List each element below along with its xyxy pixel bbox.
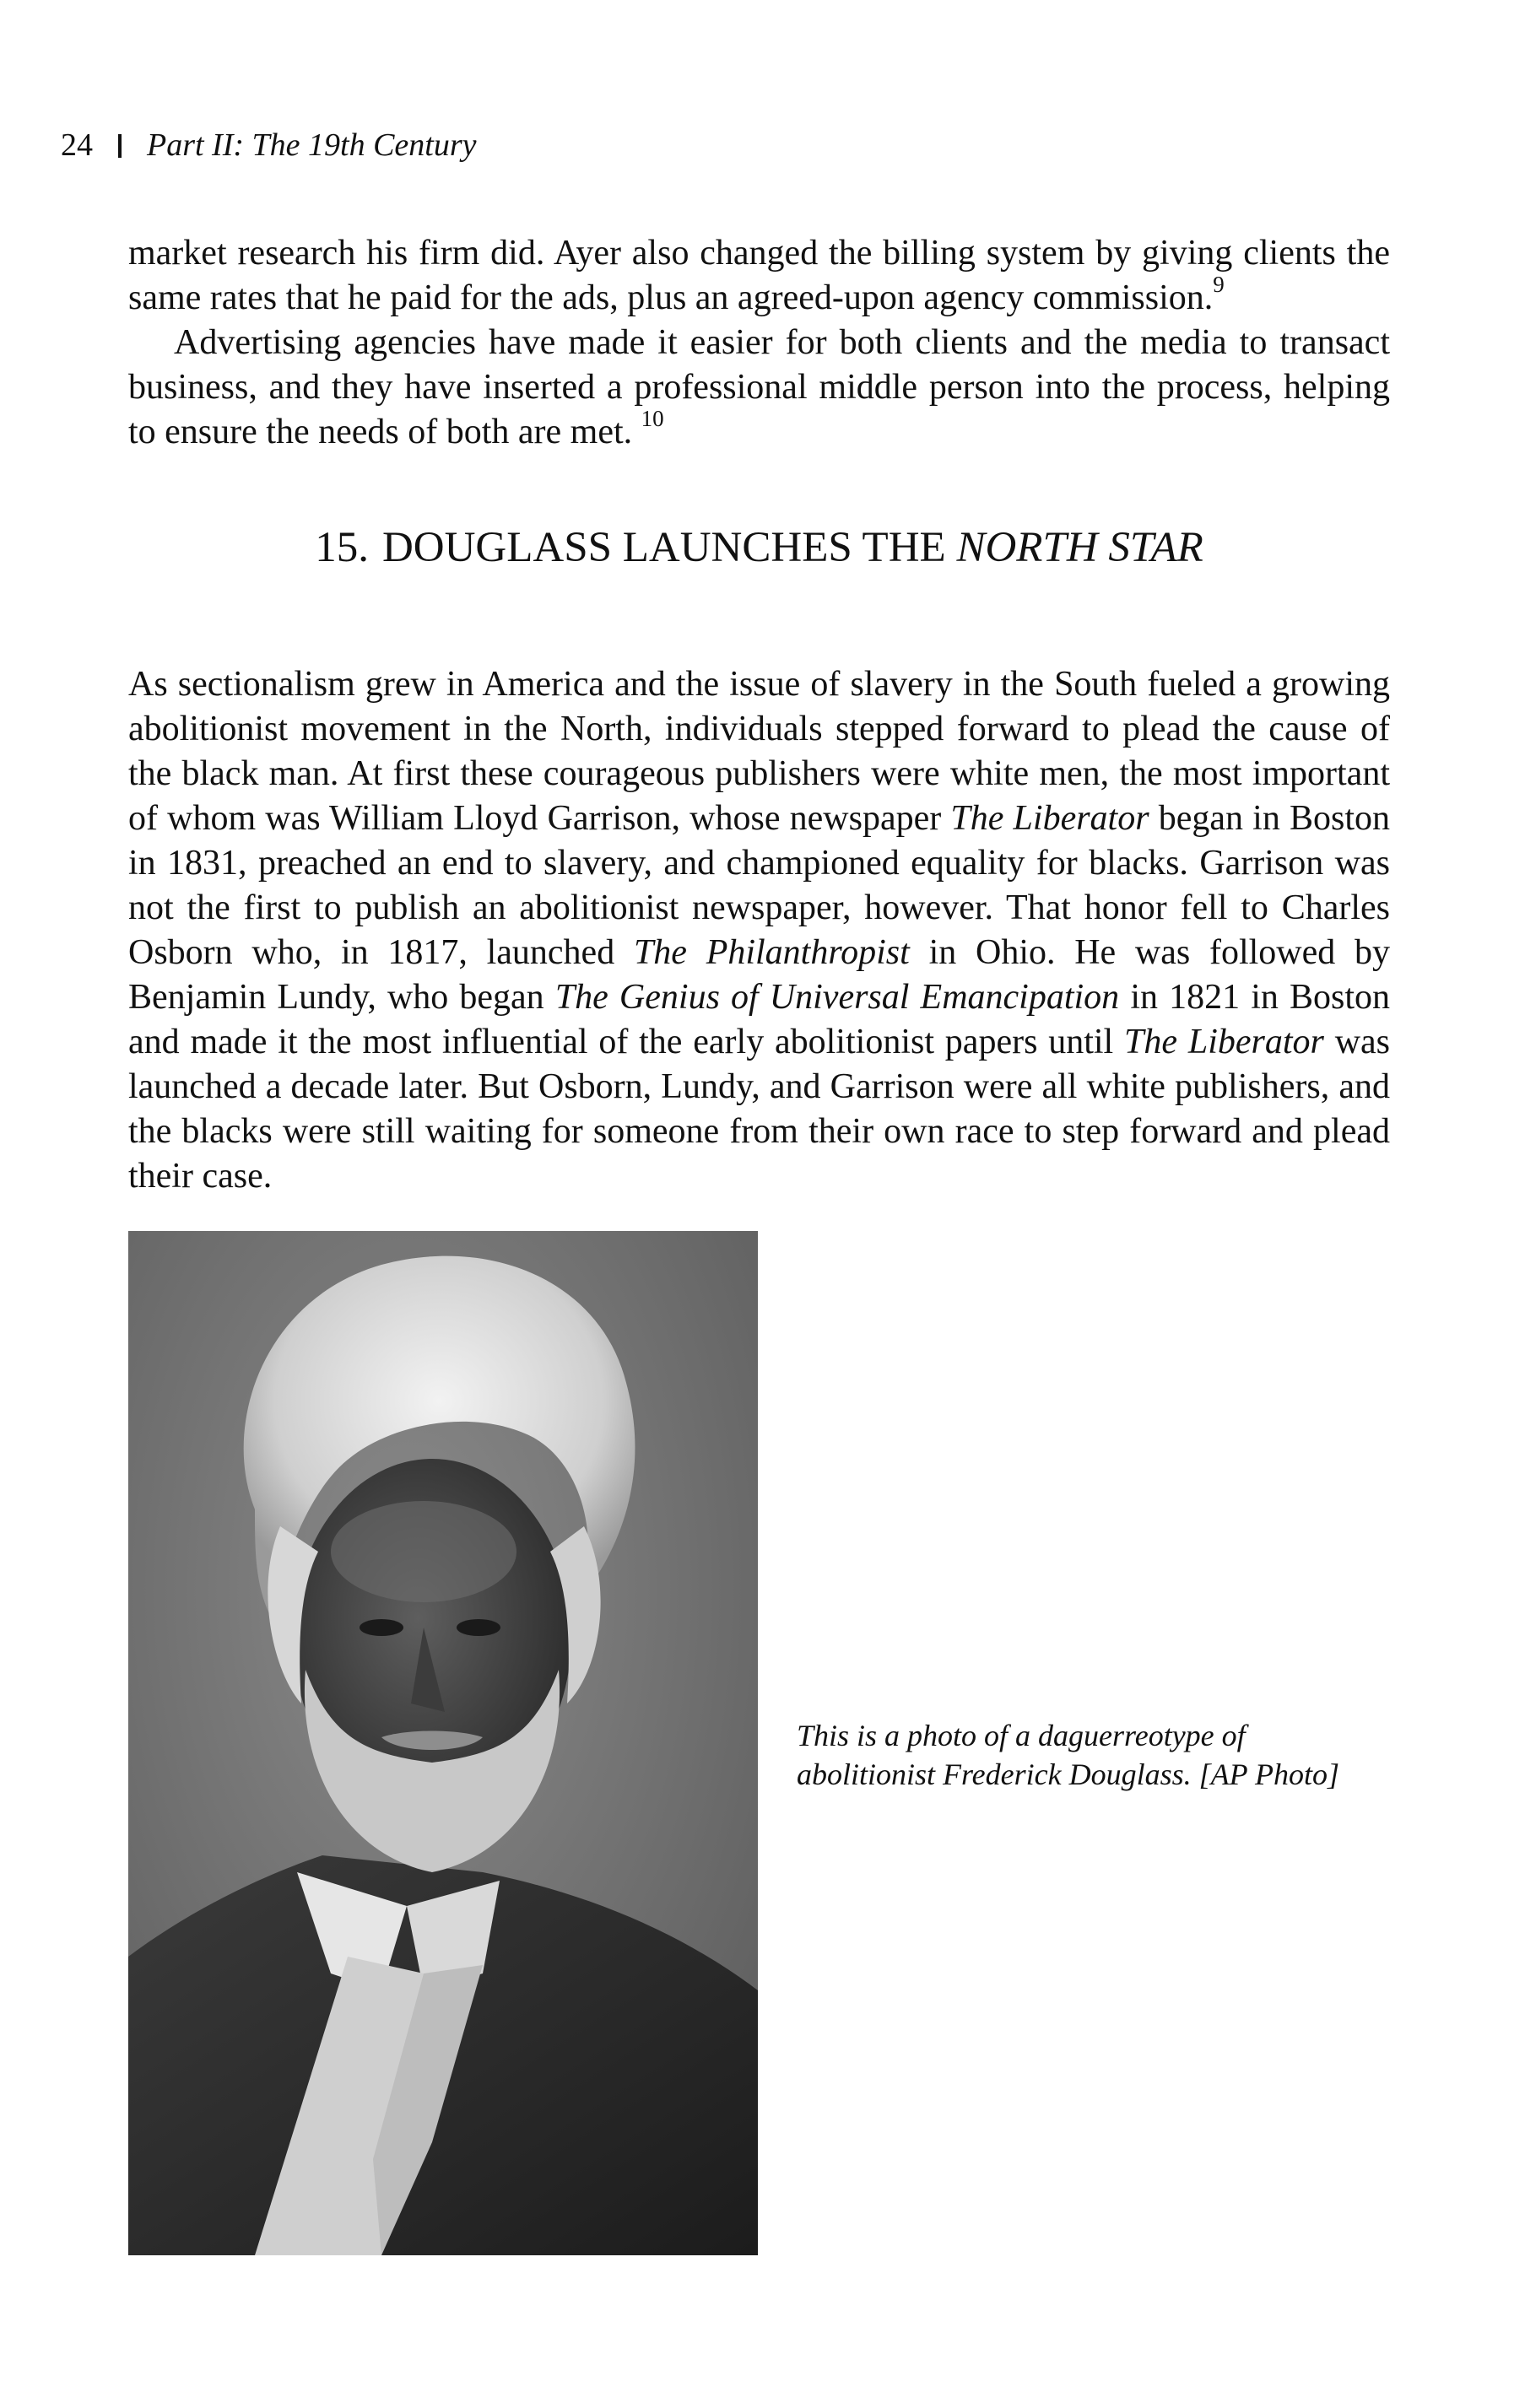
text-run: in 1821 in Boston and made it the most influential of the early abolitionist papers until xyxy=(128,978,1391,1061)
continuation-text xyxy=(128,231,1390,455)
portrait-photo xyxy=(128,1231,758,2255)
page-number: 24 xyxy=(61,127,93,163)
caption-line: This is a photo of a daguerreotype of xyxy=(797,1719,1246,1752)
text-run: in Ohio. He was followed by Benjamin Lundy, who began xyxy=(128,933,1391,1017)
photo-caption xyxy=(797,1716,1404,1794)
newspaper-title: The Philanthropist xyxy=(633,933,910,972)
newspaper-title: The Liberator xyxy=(950,799,1149,838)
section-title: DOUGLASS LAUNCHES THE xyxy=(381,524,946,571)
section-body xyxy=(128,662,1390,1199)
newspaper-title: The Liberator xyxy=(1124,1023,1324,1061)
caption-line: abolitionist Frederick Douglass. [AP Photo] xyxy=(797,1757,1339,1791)
paragraph xyxy=(128,662,1390,1199)
part-title: Part II: The 19th Century xyxy=(147,127,477,163)
paragraph-text: Advertising agencies have made it easier for both clients and the media to transact business, and they have inserted a professional middle person into the process, helping to ensure the needs of both are met. xyxy=(128,323,1390,451)
paragraph xyxy=(128,231,1390,321)
text-run: began in Boston in 1831, preached an end to slavery, and championed equality for blacks. Garrison was not the first to publish an abolitionist newspaper, however. That honor fell to Charles Osborn who, in 1817, launched xyxy=(128,799,1391,972)
text-run: was launched a decade later. But Osborn, Lundy, and Garrison were all white publishers, and the blacks were still waiting for someone from their own race to step forward and plead their case. xyxy=(128,1023,1391,1196)
section-title-italic: NORTH STAR xyxy=(956,524,1203,571)
footnote-ref: 9 xyxy=(1213,272,1225,297)
paragraph xyxy=(128,321,1390,455)
header-divider xyxy=(118,134,122,158)
newspaper-title: The Genius of Universal Emancipation xyxy=(554,978,1120,1017)
section-heading xyxy=(128,521,1390,575)
portrait-illustration xyxy=(128,1231,758,2255)
section-number: 15. xyxy=(315,524,369,571)
paragraph-text: market research his firm did. Ayer also changed the billing system by giving clients the same rates that he paid for the ads, plus an agreed-upon agency commission. xyxy=(128,234,1390,317)
footnote-ref: 10 xyxy=(641,406,664,431)
text-run: As sectionalism grew in America and the issue of slavery in the South fueled a growing abolitionist movement in the North, individuals stepped forward to plead the cause of the black man. At first these courageous publishers were white men, the most important of whom was William Lloyd Garrison, whose newspaper xyxy=(128,665,1390,838)
running-head xyxy=(61,125,477,165)
